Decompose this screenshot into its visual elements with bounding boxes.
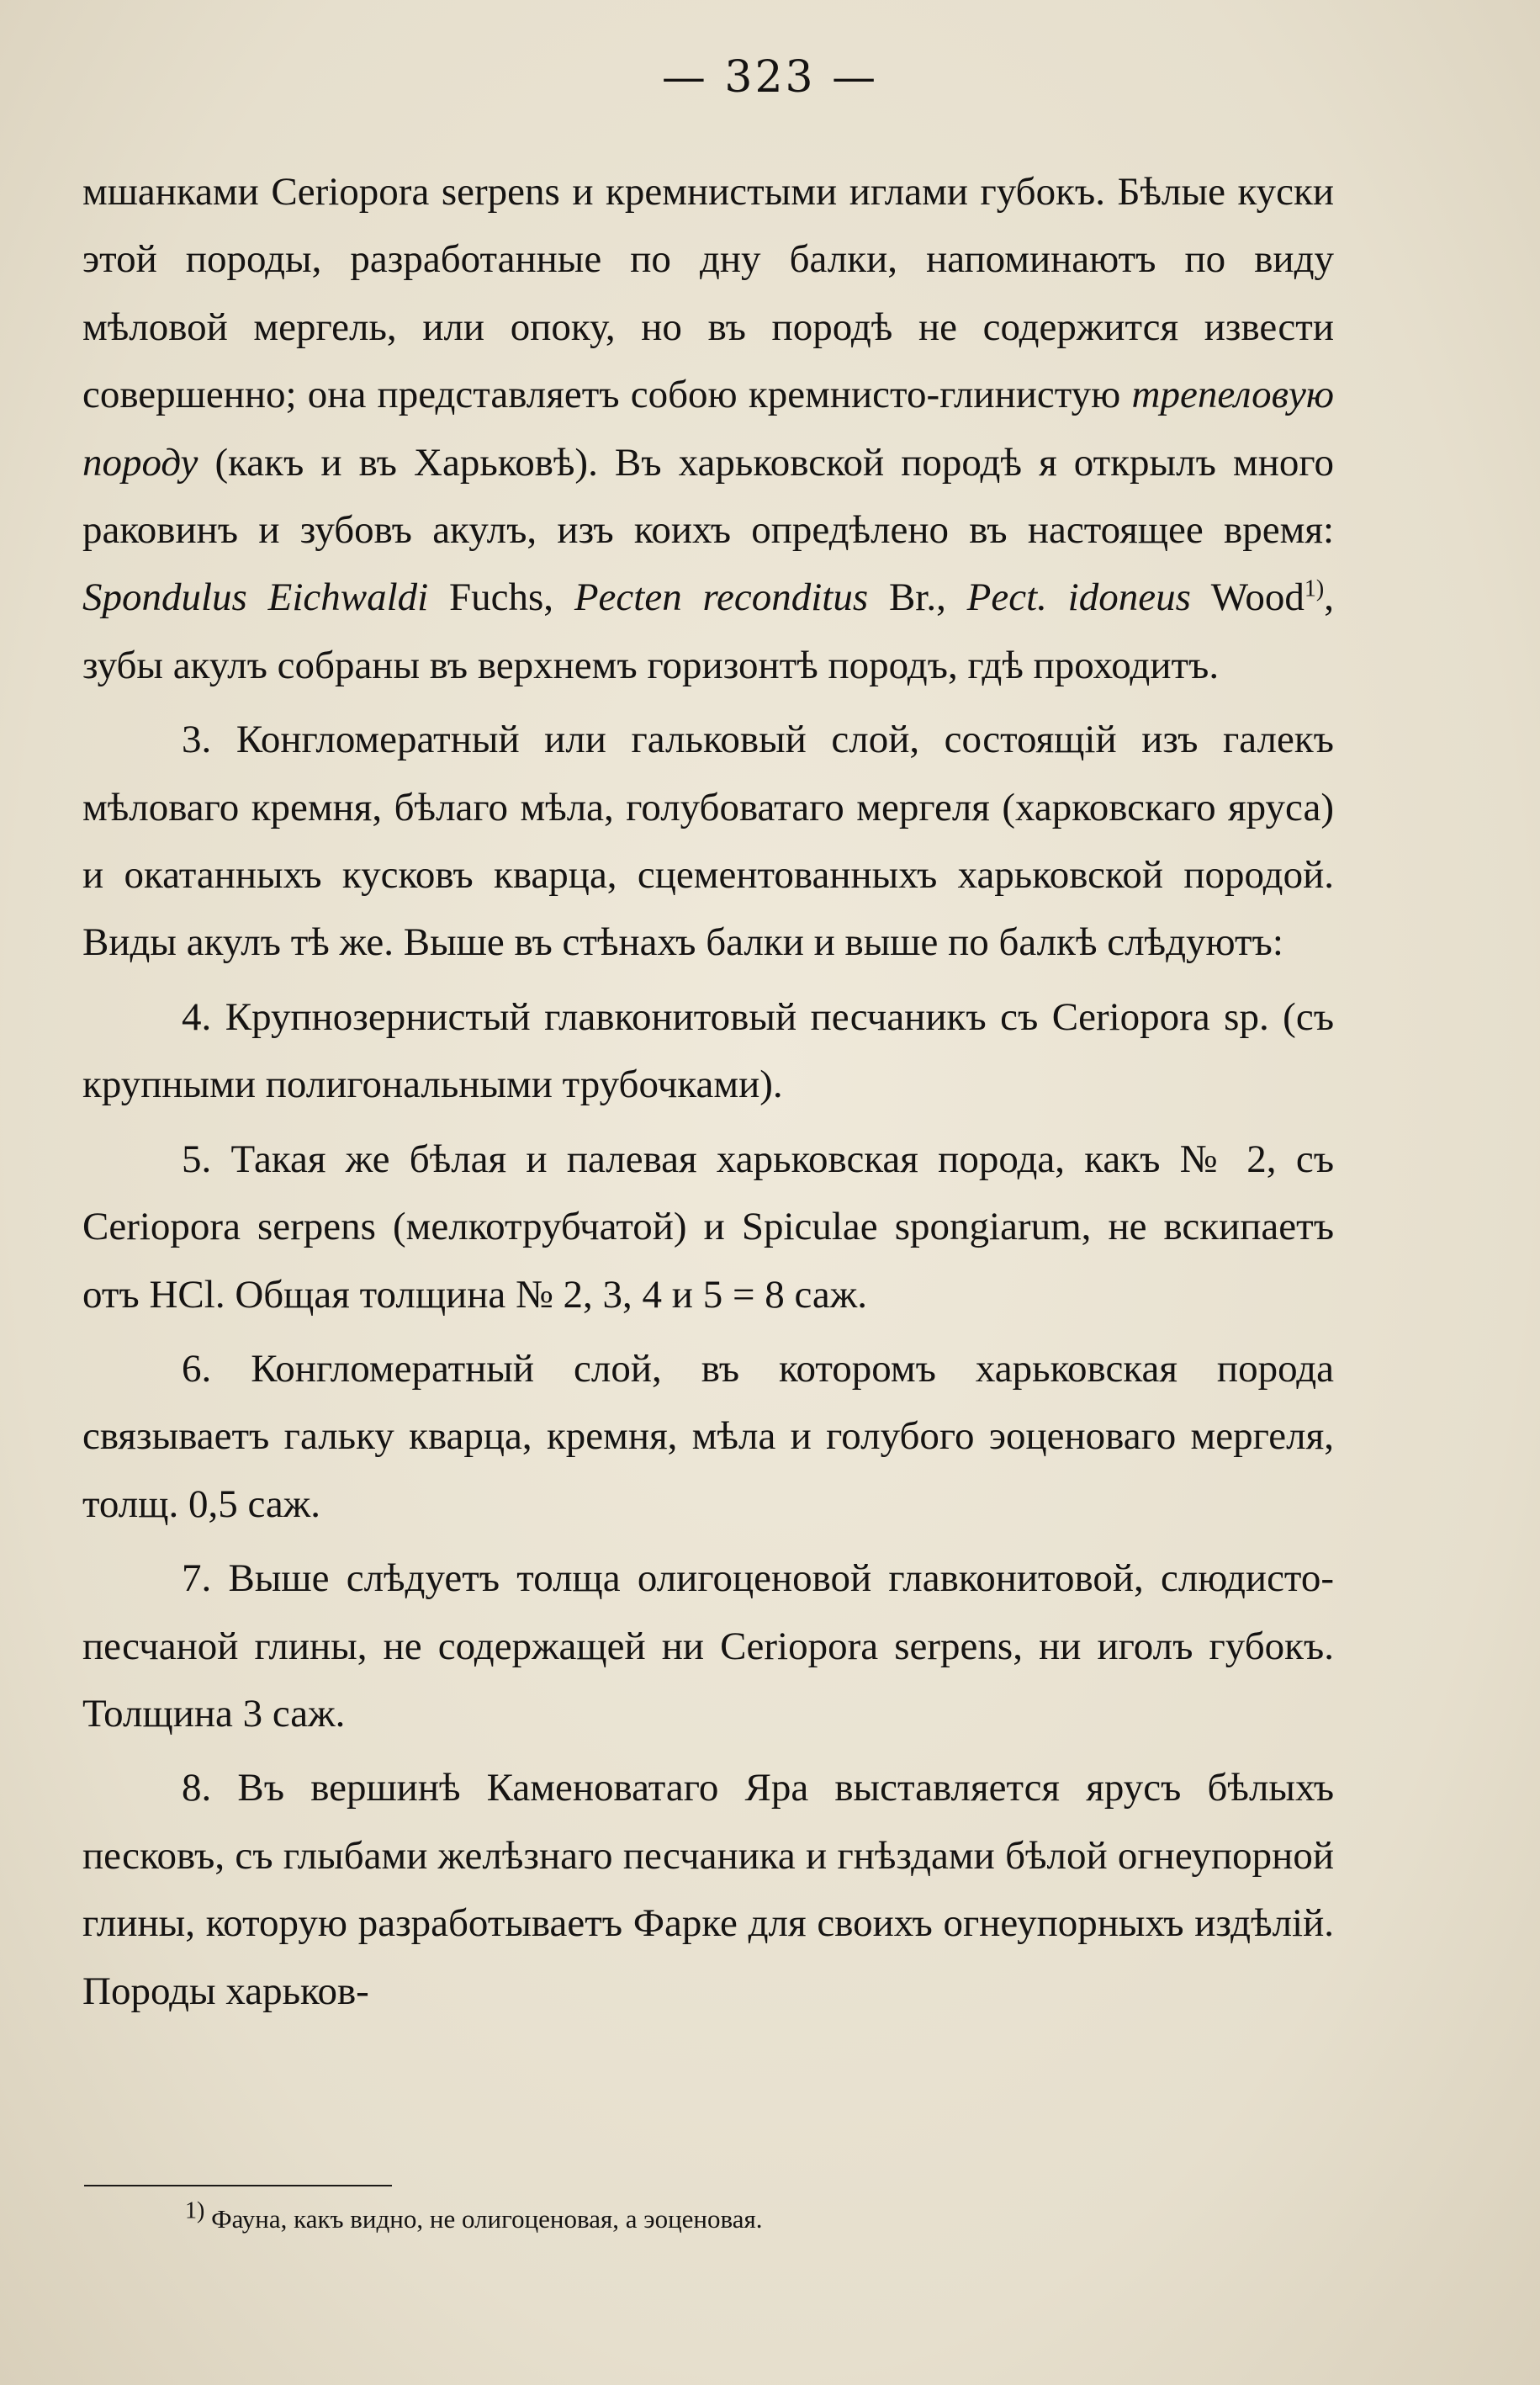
text-run: 4. Крупнозернистый главконитовый песчаникъ съ Ceriopora sp. (съ крупными полигональными трубочками). — [82, 994, 1334, 1107]
footnote-text: Фауна, какъ видно, не олигоценовая, а эоценовая. — [204, 2204, 763, 2234]
italic-term: трепеловую породу — [82, 373, 1334, 485]
footnote-divider — [84, 2185, 392, 2186]
text-run: 5. Такая же бѣлая и палевая харьковская порода, какъ № 2, съ Ceriopora serpens (мелкотрубчатой) и Spiculae spongiarum, не вскипаетъ отъ HCl. Общая толщина № 2, 3, 4 и 5 = 8 саж. — [82, 1137, 1334, 1317]
italic-term: Pecten reconditus — [574, 575, 869, 620]
text-run: Fuchs, — [428, 575, 574, 620]
text-run: 6. Конгломератный слой, въ которомъ харьковская порода связываетъ гальку кварца, кремня, мѣла и голубого эоценоваго мергеля, толщ. 0,5 саж. — [82, 1346, 1334, 1526]
paragraph-p4 — [82, 1126, 1334, 1328]
text-run: 8. Въ вершинѣ Каменоватаго Яра выставляется ярусъ бѣлыхъ песковъ, съ глыбами желѣзнаго песчаника и гнѣздами бѣлой огнеупорной глины, которую разработываетъ Фарке для своихъ огнеупорныхъ издѣлій. Породы харьков- — [82, 1766, 1334, 2013]
footnote-marker: 1) — [185, 2197, 205, 2224]
paragraph-p3 — [82, 983, 1334, 1119]
italic-term: Spondulus Eichwaldi — [82, 575, 429, 620]
paragraph-p6 — [82, 1545, 1334, 1747]
paragraph-p7 — [82, 1754, 1334, 2025]
paragraph-p2 — [82, 706, 1334, 977]
paragraph-p1 — [82, 158, 1334, 699]
text-run: Wood — [1190, 575, 1305, 620]
paragraph-p5 — [82, 1335, 1334, 1538]
text-run: , зубы акулъ собраны въ верхнемъ горизонтѣ породъ, гдѣ проходитъ. — [82, 575, 1334, 687]
text-run: мшанками Ceriopora serpens и кремнистыми иглами губокъ. Бѣлые куски этой породы, разработанные по дну балки, напоминаютъ по виду мѣловой мергель, или опоку, но въ породѣ не содержится извести совершенно; она представляетъ собою кремнисто-глинистую — [82, 170, 1334, 417]
text-run: 3. Конгломератный или гальковый слой, состоящій изъ галекъ мѣловаго кремня, бѣлаго мѣла, голубоватаго мергеля (харковскаго яруса) и окатанныхъ кусковъ кварца, сцементованныхъ харьковской породой. Виды акулъ тѣ же. Выше въ стѣнахъ балки и выше по балкѣ слѣдуютъ: — [82, 718, 1334, 965]
footnote-reference: 1) — [1304, 575, 1325, 602]
italic-term: Pect. idoneus — [966, 575, 1191, 620]
page-number: — 323 — — [661, 52, 879, 103]
text-run: Br., — [868, 575, 967, 620]
text-run: (какъ и въ Харьковѣ). Въ харьковской породѣ я открылъ много раковинъ и зубовъ акулъ, изъ коихъ опредѣлено въ настоящее время: — [82, 440, 1334, 553]
text-run: 7. Выше слѣдуетъ толща олигоценовой главконитовой, слюдисто-песчаной глины, не содержащей ни Ceriopora serpens, ни иголъ губокъ. Толщина 3 саж. — [82, 1556, 1334, 1736]
footnote — [185, 2197, 1278, 2236]
body-text — [82, 158, 1334, 2025]
